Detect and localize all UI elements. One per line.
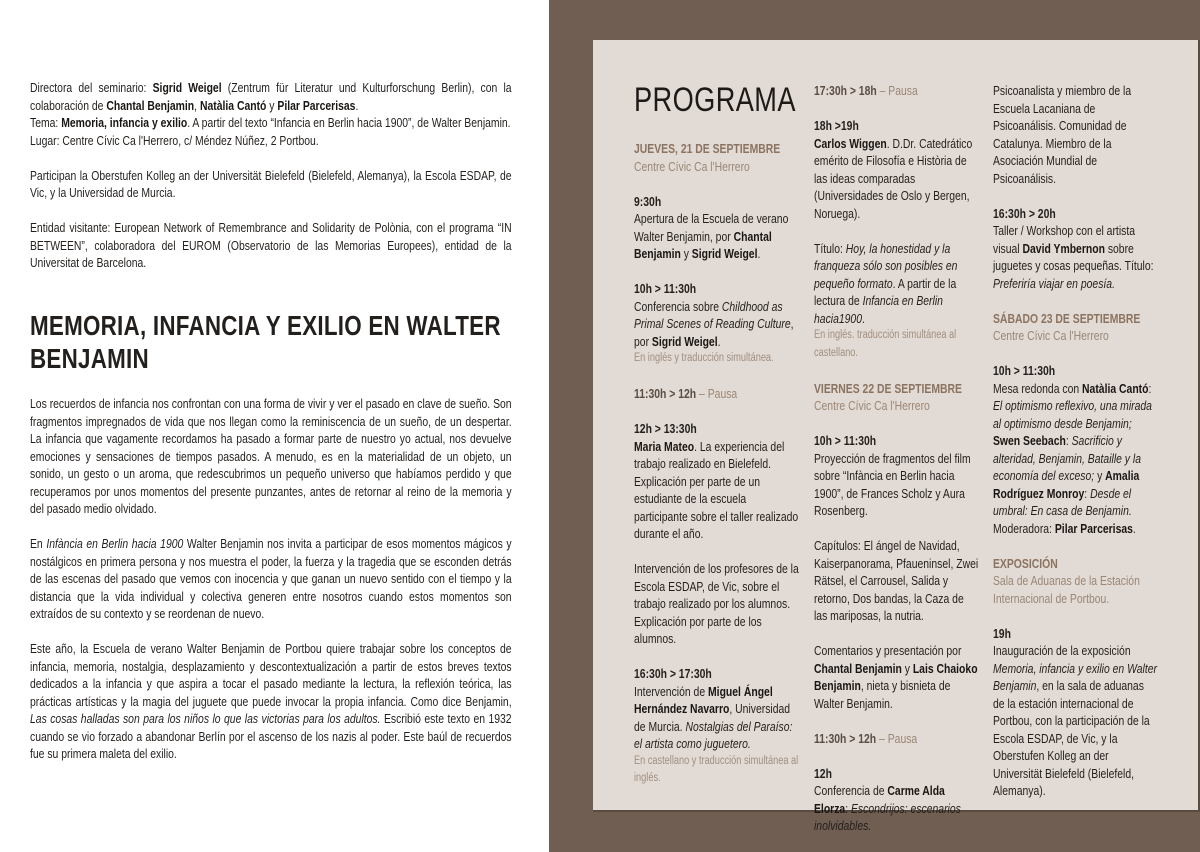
event-description [993, 642, 1158, 800]
text-run: y [901, 660, 913, 676]
italic-title: Infancia en Berlin hacia1900 [814, 293, 943, 326]
text-run: y [266, 97, 278, 113]
pause-slot [814, 730, 979, 748]
italic-title: Las cosas halladas son para los niños lo que las victorias para los adultos. [30, 711, 381, 726]
bold-name: Sigrid Weigel [691, 246, 758, 261]
event-time: 18h >19h [814, 118, 859, 133]
bold-name: Amalia Rodríguez Monroy [993, 468, 1140, 501]
text-run: Conferencia de [814, 783, 888, 798]
bold-name: Sigrid Weigel [152, 80, 222, 95]
bold-name: Natàlia Cantó [1082, 380, 1149, 396]
text-run: . [1132, 520, 1136, 536]
text-run: . [862, 310, 865, 326]
event-description [814, 782, 979, 835]
text-run: Walter Benjamin nos invita a participar de esos momentos mágicos y nostálgicos en primera persona y nos muestra el poder, la fuerza y la tragedia que se esconden detrás de las escenas del pasado que vemos con inocencia y que ganan un nuevo sentido con el tiempo y la distancia que la vida individual y colectiva generen entre nosotros cuando estos momentos son extraídos de su contexto y se reordenan de nuevo. [30, 536, 512, 621]
language-note: En castellano y traducción simultánea al inglés. [634, 754, 799, 784]
day-heading: VIERNES 22 DE SEPTIEMBRE [814, 380, 962, 396]
italic-title: Escondrijos: escenarios inolvidables. [814, 800, 961, 833]
bold-name: Miguel Ángel Hernández Navarro [634, 683, 773, 716]
day-heading: JUEVES, 21 DE SEPTIEMBRE [634, 141, 781, 156]
seminar-info [30, 79, 512, 289]
text-run: En [30, 536, 47, 551]
text-run: : [845, 800, 851, 816]
text-run: Lugar: Centre Cívic Ca l'Herrero, c/ Méndez Núñez, 2 Portbou. [30, 132, 319, 148]
text-run: . A partir de la lectura de [814, 275, 957, 308]
text-run: : [1148, 380, 1152, 396]
bold-name: Sigrid Weigel [651, 333, 718, 349]
text-run: Participan la Oberstufen Kolleg an der Universität Bielefeld (Bielefeld, Alemanya), la Escola ESDAP, de Vic, y la Universidad de Murcia. [30, 167, 512, 200]
programa-column-2 [814, 82, 979, 852]
event-time: 19h [993, 625, 1011, 641]
paragraph [30, 114, 512, 132]
italic-title: Preferiría viajar en poesía. [993, 275, 1115, 291]
pause-label: – Pausa [876, 83, 918, 98]
italic-title: Sacrificio y alteridad, Benjamin, Bataille y la economía del exceso; [993, 433, 1141, 483]
event-description [634, 438, 799, 543]
text-run: Escribió este texto en 1932 cuando se vio forzado a abandonar Berlín por el ascenso de los nazis al poder. Este baúl de recuerdos fue su primera maleta del exilio. [30, 711, 512, 761]
event-description [634, 683, 799, 753]
event-description [993, 222, 1158, 292]
event-description [814, 642, 979, 712]
event-description [634, 560, 799, 648]
text-run: y [680, 246, 692, 261]
text-run: : [1065, 433, 1072, 448]
bold-name: Carlos Wiggen [814, 135, 887, 151]
event-time: 10h > 11:30h [993, 363, 1056, 378]
text-run: Los recuerdos de infancia nos confrontan con una forma de vivir y ver el pasado en clave de sueño. Son fragmentos impregnados de vida que nos llegan como la reminiscencia de un sueño, de un despertar. La infancia que vagamente recordamos ha pasado a formar parte de nuestro yo actual, nos devuelve emociones y sensaciones de tiempos pasados. A menudo, es en la materialidad de un objeto, un sonido, un gesto o un aroma, que redescubrimos un pequeño universo que habíamos perdido y que recuperamos por unos momentos del presente punzantes, antes de retornar al reino de la memoria y del pasado medio olvidado. [30, 396, 512, 516]
bold-name: Lais Chaioko Benjamin [814, 660, 978, 693]
text-run: . D.Dr. Catedrático emérito de Filosofía e Història de las ideas comparadas (Universidades de Oslo y Bergen, Noruega). [814, 135, 973, 221]
event-time: 16:30h > 20h [993, 205, 1056, 221]
pause-time: 11:30h > 12h [814, 730, 877, 746]
event-description [634, 298, 799, 351]
italic-title: Nostalgias del Paraíso: el artista como juguetero. [634, 718, 793, 751]
italic-title: El optimismo reflexivo, una mirada al optimismo desde Benjamin; [993, 398, 1152, 431]
text-run: , en la sala de aduanas de la estación internacional de Portbou, con la participación de la Escola ESDAP, de Vic, y la Oberstufen Kolleg an der Universität Bielefeld (Bielefeld, Alemanya). [993, 678, 1150, 798]
event-time: 10h > 11:30h [634, 281, 697, 296]
bold-name: Chantal Benjamin [634, 228, 772, 261]
text-run: Taller / Workshop con el artista visual [993, 223, 1135, 256]
pause-time: 11:30h > 12h [634, 386, 697, 401]
article-heading: MEMORIA, INFANCIA Y EXILIO EN WALTER BENJAMIN [30, 310, 501, 374]
text-run: Moderadora: [993, 520, 1055, 536]
italic-title: Childhood as Primal Scenes of Reading Culture [634, 298, 791, 331]
text-run: Intervención de los profesores de la Escola ESDAP, de Vic, sobre el trabajo realizado por los alumnos. Explicación por parte de los alumnos. [634, 561, 799, 646]
text-run: Apertura de la Escuela de verano Walter Benjamin, por [634, 211, 789, 244]
event-description [814, 135, 979, 223]
italic-title: Desde el umbral: En casa de Benjamin. [993, 485, 1132, 518]
text-run: Directora del seminario: [30, 80, 153, 95]
event-description [814, 240, 979, 328]
text-run: Capítulos: El ángel de Navidad, Kaiserpanorama, Pfaueninsel, Zwei Rätsel, el Carrousel, Salida y retorno, Dos bandas, la Caza de las mariposas, la nutria. [814, 538, 979, 623]
event-time: 12h [814, 765, 832, 781]
language-note: En inglés. traducción simultánea al castellano. [814, 329, 957, 359]
text-run: . [757, 246, 761, 261]
text-run: Psicoanalista y miembro de la Escuela Lacaniana de Psicoanálisis. Comunidad de Catalunya. Miembro de la Asociación Mundial de Psicoanálisis. [993, 83, 1132, 186]
paragraph [30, 132, 512, 150]
italic-title: Hoy, la honestidad y la franqueza sólo son posibles en pequeño formato [814, 240, 958, 291]
paragraph [30, 167, 512, 202]
paragraph [30, 395, 512, 518]
bold-name: Swen Seebach [993, 433, 1066, 448]
programa-column-3 [993, 82, 1158, 817]
text-run: Tema: [30, 115, 62, 130]
text-run: sobre juguetes y cosas pequeñas. Título: [993, 240, 1154, 273]
text-run: , [194, 97, 200, 113]
bold-name: David Ymbernon [1022, 240, 1105, 256]
text-run: . [355, 97, 359, 113]
pause-label: – Pausa [696, 386, 738, 401]
bold-name: Chantal Benjamin [814, 660, 902, 676]
text-run: y [1094, 468, 1106, 483]
bold-name: Maria Mateo [634, 438, 695, 454]
text-run: Mesa redonda con [993, 380, 1083, 396]
programa-column-1 [634, 82, 799, 805]
text-run: . [717, 333, 721, 349]
text-run: , por [634, 316, 794, 349]
venue-label: Sala de Aduanas de la Estación Internacional de Portbou. [993, 573, 1140, 606]
pause-label: – Pausa [876, 730, 918, 746]
pause-slot [634, 385, 799, 403]
event-description [814, 450, 979, 520]
paragraph [30, 219, 512, 272]
paragraph [30, 640, 512, 763]
event-time: 12h > 13:30h [634, 421, 697, 436]
bold-name: Pilar Parcerisas [1054, 520, 1133, 536]
venue-label: Centre Cívic Ca l'Herrero [814, 398, 930, 413]
event-description [814, 537, 979, 625]
text-run: , nieta y bisnieta de Walter Benjamin. [814, 678, 951, 711]
pause-time: 17:30h > 18h [814, 83, 877, 98]
text-run: , Universidad de Murcia. [634, 701, 791, 734]
text-run: Conferencia sobre [634, 298, 722, 314]
text-run: Inauguración de la exposición [993, 643, 1131, 658]
paragraph [30, 79, 512, 114]
day-heading: EXPOSICIÓN [993, 555, 1058, 571]
italic-title: Memoria, infancia y exilio en Walter Benjamin [993, 660, 1157, 693]
programa-title: PROGRAMA [634, 81, 796, 119]
event-description [634, 210, 799, 263]
text-run: . A partir del texto “Infancia en Berlin hacia 1900”, de Walter Benjamin. [187, 115, 511, 130]
event-time: 16:30h > 17:30h [634, 666, 712, 681]
text-run: (Zentrum für Literatur und Kulturforschung Berlin), con la colaboración de [30, 80, 512, 113]
bold-name: Chantal Benjamin [106, 97, 195, 113]
text-run: Intervención de [634, 683, 709, 699]
text-run: . La experiencia del trabajo realizado en Bielefeld. Explicación per parte de un estudiante de la escuela participante sobre el taller realizado durante el año. [634, 438, 799, 541]
venue-label: Centre Cívic Ca l'Herrero [993, 328, 1109, 343]
article-body [30, 395, 512, 780]
language-note: En inglés y traducción simultánea. [634, 352, 774, 364]
text-run: Título: [814, 240, 846, 256]
text-run: Entidad visitante: European Network of Remembrance and Solidarity de Polònia, con el programa “IN BETWEEN”, colaboradora del EUROM (Observatorio de las Memorias Europees), entidad de la Universitat de Barcelona. [30, 220, 512, 270]
bold-name: Memoria, infancia y exilio [61, 115, 188, 130]
day-heading: SÁBADO 23 DE SEPTIEMBRE [993, 310, 1141, 326]
event-time: 9:30h [634, 193, 662, 209]
pause-slot [814, 82, 979, 100]
venue-label: Centre Cívic Ca l'Herrero [634, 158, 750, 174]
bold-name: Natàlia Cantó [199, 97, 267, 113]
text-run: Proyección de fragmentos del film sobre “Infància en Berlin hacia 1900”, de Frances Scholz y Aura Rosenberg. [814, 450, 971, 518]
text-run: Comentarios y presentación por [814, 643, 962, 658]
bold-name: Pilar Parcerisas [277, 97, 356, 113]
text-run: Este año, la Escuela de verano Walter Benjamin de Portbou quiere trabajar sobre los conceptos de infancia, memoria, nostalgia, desplazamiento y descontextualización a partir de estos breves textos dedicados a la infancia y que aspira a tocar el pasado mediante la lectura, la reflexión teórica, las prácticas artísticas y la magia del juguete que puede invocar la propia infancia. Como dice Benjamin, [30, 641, 512, 709]
event-description [993, 380, 1158, 538]
italic-title: Infància en Berlin hacia 1900 [46, 536, 184, 551]
event-description [993, 82, 1158, 187]
paragraph [30, 535, 512, 623]
text-run: : [1084, 485, 1091, 501]
event-time: 10h > 11:30h [814, 433, 877, 448]
bold-name: Carme Alda Elorza [814, 783, 945, 816]
